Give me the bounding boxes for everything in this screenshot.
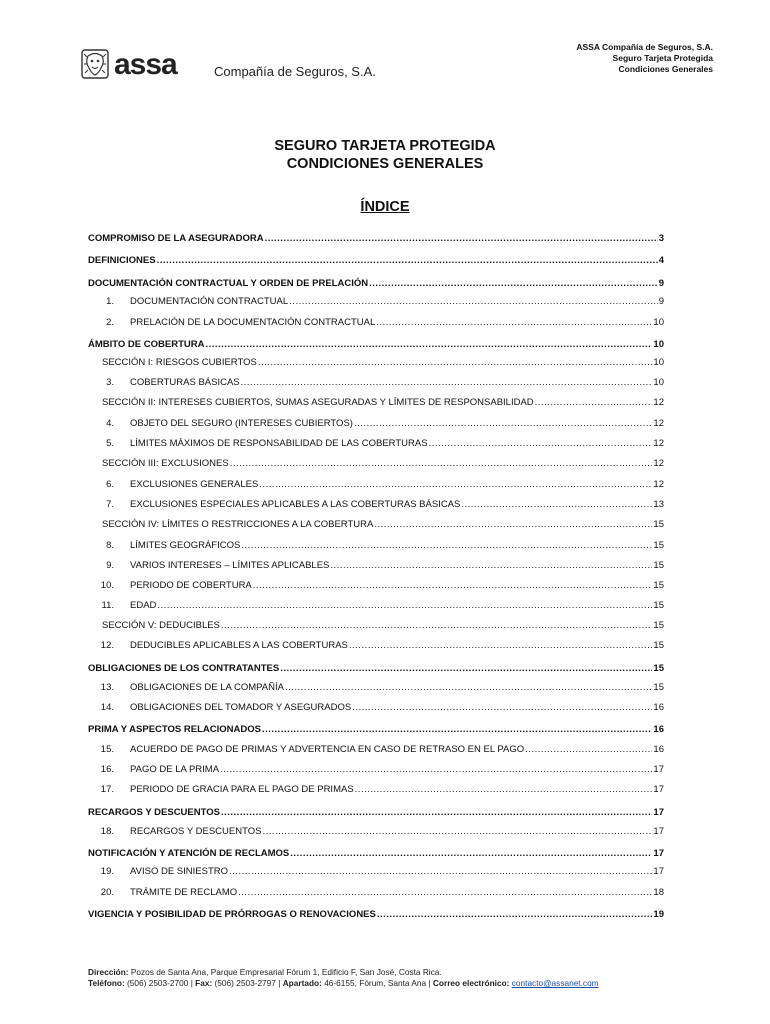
toc-entry[interactable] bbox=[88, 682, 664, 694]
toc-entry-page: 15 bbox=[653, 580, 664, 591]
toc-leader-dots bbox=[374, 519, 652, 531]
toc-entry-page: 13 bbox=[653, 499, 664, 510]
toc-leader-dots bbox=[355, 784, 653, 796]
toc-leader-dots bbox=[262, 826, 652, 838]
toc-leader-dots bbox=[157, 255, 658, 267]
email-label: Correo electrónico: bbox=[432, 978, 510, 988]
toc-leader-dots bbox=[377, 909, 653, 921]
toc-leader-dots bbox=[330, 560, 652, 572]
footer-contact-line bbox=[88, 978, 599, 989]
toc-entry-label: DEDUCIBLES APLICABLES A LAS COBERTURAS bbox=[130, 640, 348, 651]
toc-entry[interactable] bbox=[88, 744, 664, 756]
toc-leader-dots bbox=[280, 663, 652, 675]
toc-leader-dots bbox=[265, 233, 658, 245]
toc-leader-dots bbox=[349, 640, 653, 652]
toc-entry[interactable] bbox=[88, 784, 664, 796]
toc-entry-label: RECARGOS Y DESCUENTOS bbox=[88, 807, 220, 818]
toc-entry-number: 8. bbox=[106, 540, 114, 551]
toc-entry-number: 16. bbox=[100, 764, 114, 775]
toc-entry-number: 1. bbox=[106, 296, 114, 307]
toc-entry-label: SECCIÓN IV: LÍMITES O RESTRICCIONES A LA COBERTURA bbox=[102, 519, 374, 530]
toc-entry[interactable] bbox=[88, 887, 664, 899]
toc-entry-page: 10 bbox=[653, 357, 664, 368]
toc-leader-dots bbox=[262, 724, 652, 736]
toc-leader-dots bbox=[157, 600, 652, 612]
toc-leader-dots bbox=[354, 418, 652, 430]
toc-entry[interactable] bbox=[88, 866, 664, 878]
fax-label: Fax: bbox=[195, 978, 213, 988]
toc-entry-label: DEFINICIONES bbox=[88, 255, 156, 266]
header-product-name: Seguro Tarjeta Protegida bbox=[612, 53, 713, 63]
lion-emblem-icon bbox=[80, 48, 110, 80]
toc-leader-dots bbox=[352, 702, 652, 714]
toc-entry-number: 10. bbox=[100, 580, 114, 591]
toc-entry[interactable] bbox=[88, 339, 664, 351]
toc-entry[interactable] bbox=[88, 764, 664, 776]
toc-entry-label: ÁMBITO DE COBERTURA bbox=[88, 339, 205, 350]
toc-leader-dots bbox=[376, 317, 652, 329]
toc-entry-page: 15 bbox=[653, 560, 664, 571]
toc-leader-dots bbox=[525, 744, 652, 756]
toc-entry[interactable] bbox=[88, 560, 664, 572]
header-document-type: Condiciones Generales bbox=[618, 64, 713, 74]
toc-leader-dots bbox=[535, 397, 653, 409]
address-value: Pozos de Santa Ana, Parque Empresarial Fórum 1, Edificio F, San José, Costa Rica. bbox=[130, 967, 442, 977]
toc-entry-page: 15 bbox=[653, 519, 664, 530]
toc-leader-dots bbox=[221, 807, 652, 819]
toc-leader-dots bbox=[461, 499, 652, 511]
separator: | bbox=[278, 978, 281, 988]
toc-entry-label: TRÁMITE DE RECLAMO bbox=[130, 887, 238, 898]
toc-entry-page: 15 bbox=[653, 620, 664, 631]
toc-entry-label: PRIMA Y ASPECTOS RELACIONADOS bbox=[88, 724, 261, 735]
toc-entry-label: EXCLUSIONES ESPECIALES APLICABLES A LAS COBERTURAS BÁSICAS bbox=[130, 499, 461, 510]
toc-entry[interactable] bbox=[88, 317, 664, 329]
toc-leader-dots bbox=[429, 438, 653, 450]
toc-entry-label: NOTIFICACIÓN Y ATENCIÓN DE RECLAMOS bbox=[88, 848, 290, 859]
toc-entry-number: 18. bbox=[100, 826, 114, 837]
toc-entry-label: OBJETO DEL SEGURO (INTERESES CUBIERTOS) bbox=[130, 418, 353, 429]
toc-entry[interactable] bbox=[88, 255, 664, 267]
toc-entry-number: 2. bbox=[106, 317, 114, 328]
toc-entry-label: COBERTURAS BÁSICAS bbox=[130, 377, 240, 388]
toc-leader-dots bbox=[290, 848, 652, 860]
toc-entry-label: SECCIÓN II: INTERESES CUBIERTOS, SUMAS ASEGURADAS Y LÍMITES DE RESPONSABILIDAD bbox=[102, 397, 534, 408]
toc-entry-number: 15. bbox=[100, 744, 114, 755]
toc-entry-page: 17 bbox=[653, 826, 664, 837]
toc-entry-label: AVISO DE SINIESTRO bbox=[130, 866, 229, 877]
toc-entry-number: 7. bbox=[106, 499, 114, 510]
toc-entry-label: COMPROMISO DE LA ASEGURADORA bbox=[88, 233, 264, 244]
toc-entry-label: PERIODO DE COBERTURA bbox=[130, 580, 252, 591]
toc-entry[interactable] bbox=[88, 357, 664, 369]
toc-entry-label: OBLIGACIONES DE LOS CONTRATANTES bbox=[88, 663, 280, 674]
toc-entry-label: PRELACIÓN DE LA DOCUMENTACIÓN CONTRACTUAL bbox=[130, 317, 376, 328]
phone-label: Teléfono: bbox=[88, 978, 125, 988]
toc-entry[interactable] bbox=[88, 296, 664, 308]
toc-entry[interactable] bbox=[88, 826, 664, 838]
toc-leader-dots bbox=[229, 866, 652, 878]
toc-entry-label: LÍMITES MÁXIMOS DE RESPONSABILIDAD DE LAS COBERTURAS bbox=[130, 438, 428, 449]
toc-entry-page: 10 bbox=[653, 339, 664, 350]
toc-entry-label: OBLIGACIONES DEL TOMADOR Y ASEGURADOS bbox=[130, 702, 352, 713]
toc-entry-page: 15 bbox=[653, 682, 664, 693]
toc-entry-page: 12 bbox=[653, 418, 664, 429]
svg-text:assa: assa bbox=[114, 51, 177, 77]
company-logo bbox=[80, 48, 376, 80]
toc-entry[interactable] bbox=[88, 807, 664, 819]
toc-entry-label: VIGENCIA Y POSIBILIDAD DE PRÓRROGAS O RENOVACIONES bbox=[88, 909, 376, 920]
toc-leader-dots bbox=[238, 887, 652, 899]
toc-entry-number: 20. bbox=[100, 887, 114, 898]
toc-entry-page: 4 bbox=[658, 255, 664, 266]
toc-entry-number: 14. bbox=[100, 702, 114, 713]
toc-entry-page: 17 bbox=[653, 784, 664, 795]
toc-entry[interactable] bbox=[88, 233, 664, 245]
toc-entry-number: 9. bbox=[106, 560, 114, 571]
toc-entry-number: 13. bbox=[100, 682, 114, 693]
fax-value: (506) 2503-2797 bbox=[214, 978, 276, 988]
toc-entry-page: 17 bbox=[653, 848, 664, 859]
toc-entry-number: 5. bbox=[106, 438, 114, 449]
toc-entry-label: OBLIGACIONES DE LA COMPAÑÍA bbox=[130, 682, 284, 693]
toc-entry-number: 19. bbox=[100, 866, 114, 877]
toc-entry-page: 12 bbox=[653, 438, 664, 449]
toc-entry[interactable] bbox=[88, 479, 664, 491]
phone-value: (506) 2503-2700 bbox=[127, 978, 189, 988]
toc-entry-label: SECCIÓN III: EXCLUSIONES bbox=[102, 458, 229, 469]
toc-leader-dots bbox=[259, 479, 652, 491]
toc-leader-dots bbox=[258, 357, 653, 369]
toc-leader-dots bbox=[285, 682, 652, 694]
footer-address-line bbox=[88, 967, 599, 978]
toc-leader-dots bbox=[221, 620, 653, 632]
assa-wordmark bbox=[114, 51, 204, 77]
toc-entry-label: LÍMITES GEOGRÁFICOS bbox=[130, 540, 241, 551]
toc-entry-label: EXCLUSIONES GENERALES bbox=[130, 479, 259, 490]
company-subtitle: Compañía de Seguros, S.A. bbox=[214, 63, 376, 79]
toc-entry-label: DOCUMENTACIÓN CONTRACTUAL Y ORDEN DE PRELACIÓN bbox=[88, 278, 369, 289]
toc-entry-page: 12 bbox=[653, 479, 664, 490]
address-label: Dirección: bbox=[88, 967, 129, 977]
toc-entry-page: 17 bbox=[653, 764, 664, 775]
toc-entry-page: 16 bbox=[653, 702, 664, 713]
toc-entry-page: 18 bbox=[653, 887, 664, 898]
toc-entry-label: SECCIÓN V: DEDUCIBLES bbox=[102, 620, 220, 631]
toc-entry-label: VARIOS INTERESES – LÍMITES APLICABLES bbox=[130, 560, 330, 571]
toc-entry-number: 4. bbox=[106, 418, 114, 429]
toc-entry-number: 3. bbox=[106, 377, 114, 388]
toc-entry[interactable] bbox=[88, 377, 664, 389]
toc-entry[interactable] bbox=[88, 600, 664, 612]
toc-leader-dots bbox=[230, 458, 653, 470]
toc-leader-dots bbox=[241, 377, 653, 389]
toc-entry-label: PERIODO DE GRACIA PARA EL PAGO DE PRIMAS bbox=[130, 784, 354, 795]
toc-entry[interactable] bbox=[88, 458, 664, 470]
toc-entry[interactable] bbox=[88, 724, 664, 736]
toc-entry-page: 15 bbox=[653, 640, 664, 651]
toc-entry[interactable] bbox=[88, 397, 664, 409]
toc-entry[interactable] bbox=[88, 663, 664, 675]
header-company-name: ASSA Compañía de Seguros, S.A. bbox=[576, 42, 713, 52]
toc-entry[interactable] bbox=[88, 540, 664, 552]
toc-entry-page: 12 bbox=[653, 458, 664, 469]
toc-entry-page: 10 bbox=[653, 377, 664, 388]
toc-entry-number: 12. bbox=[100, 640, 114, 651]
separator: | bbox=[190, 978, 193, 988]
toc-entry-label: ACUERDO DE PAGO DE PRIMAS Y ADVERTENCIA EN CASO DE RETRASO EN EL PAGO bbox=[130, 744, 525, 755]
toc-entry[interactable] bbox=[88, 438, 664, 450]
toc-entry[interactable] bbox=[88, 418, 664, 430]
toc-entry-page: 19 bbox=[653, 909, 664, 920]
toc-leader-dots bbox=[289, 296, 658, 308]
toc-entry-page: 16 bbox=[653, 724, 664, 735]
toc-leader-dots bbox=[253, 580, 653, 592]
document-title-block bbox=[0, 137, 770, 173]
toc-entry[interactable] bbox=[88, 909, 664, 921]
toc-entry-number: 11. bbox=[101, 600, 114, 611]
document-subtitle: CONDICIONES GENERALES bbox=[286, 156, 484, 172]
toc-leader-dots bbox=[369, 278, 658, 290]
separator: | bbox=[428, 978, 431, 988]
toc-entry-page: 17 bbox=[653, 866, 664, 877]
toc-entry-page: 3 bbox=[658, 233, 664, 244]
toc-entry[interactable] bbox=[88, 519, 664, 531]
toc-leader-dots bbox=[220, 764, 652, 776]
index-heading: ÍNDICE bbox=[360, 199, 410, 215]
toc-entry[interactable] bbox=[88, 640, 664, 652]
page-footer bbox=[88, 967, 599, 989]
toc-entry-number: 6. bbox=[106, 479, 114, 490]
toc-entry-page: 15 bbox=[653, 540, 664, 551]
toc-entry-label: PAGO DE LA PRIMA bbox=[130, 764, 220, 775]
toc-entry[interactable] bbox=[88, 848, 664, 860]
document-title: SEGURO TARJETA PROTEGIDA bbox=[274, 138, 496, 154]
toc-entry-page: 15 bbox=[653, 600, 664, 611]
toc-entry-page: 9 bbox=[658, 278, 664, 289]
toc-entry-page: 15 bbox=[653, 663, 664, 674]
toc-entry-label: RECARGOS Y DESCUENTOS bbox=[130, 826, 262, 837]
toc-entry-label: EDAD bbox=[130, 600, 157, 611]
toc-leader-dots bbox=[241, 540, 652, 552]
toc-entry-page: 17 bbox=[653, 807, 664, 818]
toc-entry-page: 16 bbox=[653, 744, 664, 755]
toc-entry-label: SECCIÓN I: RIESGOS CUBIERTOS bbox=[102, 357, 257, 368]
toc-entry-page: 9 bbox=[658, 296, 664, 307]
toc-entry[interactable] bbox=[88, 499, 664, 511]
toc-leader-dots bbox=[205, 339, 652, 351]
toc-entry-page: 12 bbox=[653, 397, 664, 408]
toc-entry[interactable] bbox=[88, 702, 664, 714]
toc-entry[interactable] bbox=[88, 278, 664, 290]
apartado-value: 46-6155, Fórum, Santa Ana bbox=[324, 978, 427, 988]
header-document-info bbox=[576, 42, 713, 75]
email-link[interactable]: contacto@assanet.com bbox=[511, 978, 599, 988]
apartado-label: Apartado: bbox=[282, 978, 322, 988]
toc-entry-number: 17. bbox=[100, 784, 114, 795]
toc-entry[interactable] bbox=[88, 580, 664, 592]
toc-entry-label: DOCUMENTACIÓN CONTRACTUAL bbox=[130, 296, 289, 307]
toc-entry-page: 10 bbox=[653, 317, 664, 328]
toc-entry[interactable] bbox=[88, 620, 664, 632]
